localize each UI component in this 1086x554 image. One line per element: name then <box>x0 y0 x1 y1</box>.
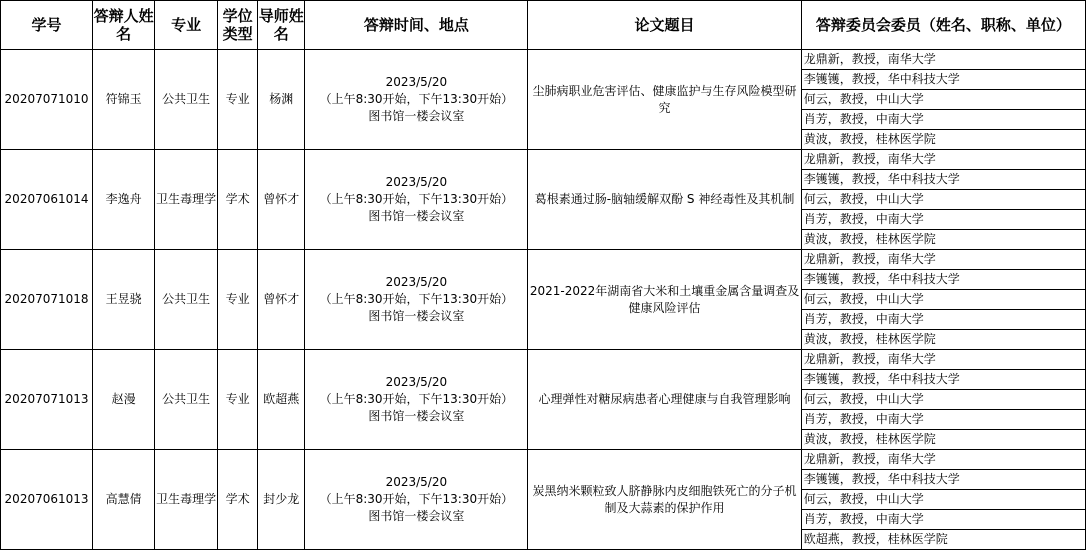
student-id-cell: 20207061013 <box>1 450 93 550</box>
defense-time: （上午8:30开始，下午13:30开始） <box>319 492 514 506</box>
defense-place: 图书馆一楼会议室 <box>368 109 465 123</box>
thesis-title-cell: 2021-2022年湖南省大米和土壤重金属含量调查及健康风险评估 <box>528 250 801 350</box>
committee-member-cell: 肖芳，教授，中南大学 <box>801 210 1085 230</box>
defense-time: （上午8:30开始，下午13:30开始） <box>319 92 514 106</box>
student-id-cell: 20207061014 <box>1 150 93 250</box>
committee-member-cell: 李镬镬，教授，华中科技大学 <box>801 470 1085 490</box>
advisor-name-cell: 曾怀才 <box>258 150 305 250</box>
header-row <box>1 1 1086 50</box>
major-cell: 卫生毒理学 <box>155 450 218 550</box>
committee-member-cell: 黄波，教授，桂林医学院 <box>801 230 1085 250</box>
committee-member-cell: 欧超燕，教授，桂林医学院 <box>801 530 1085 550</box>
header-thesis-title: 论文题目 <box>528 1 801 50</box>
committee-member-cell: 肖芳，教授，中南大学 <box>801 510 1085 530</box>
committee-member-cell: 龙鼎新，教授，南华大学 <box>801 150 1085 170</box>
defense-place: 图书馆一楼会议室 <box>368 209 465 223</box>
committee-member-cell: 龙鼎新，教授，南华大学 <box>801 450 1085 470</box>
thesis-title-cell: 葛根素通过肠-脑轴缓解双酚 S 神经毒性及其机制 <box>528 150 801 250</box>
committee-member-cell: 何云，教授，中山大学 <box>801 290 1085 310</box>
time-place-cell <box>305 350 528 450</box>
defense-time: （上午8:30开始，下午13:30开始） <box>319 392 514 406</box>
time-place-cell <box>305 50 528 150</box>
degree-type-cell: 专业 <box>218 50 258 150</box>
committee-member-cell: 肖芳，教授，中南大学 <box>801 110 1085 130</box>
thesis-title-cell: 尘肺病职业危害评估、健康监护与生存风险模型研究 <box>528 50 801 150</box>
defender-name-cell: 李逸舟 <box>93 150 155 250</box>
thesis-title-cell: 炭黑纳米颗粒致人脐静脉内皮细胞铁死亡的分子机制及大蒜素的保护作用 <box>528 450 801 550</box>
committee-member-cell: 黄波，教授，桂林医学院 <box>801 130 1085 150</box>
committee-member-cell: 李镬镬，教授，华中科技大学 <box>801 370 1085 390</box>
degree-type-cell: 专业 <box>218 350 258 450</box>
advisor-name-cell: 杨渊 <box>258 50 305 150</box>
defense-date: 2023/5/20 <box>385 275 448 289</box>
header-committee: 答辩委员会委员（姓名、职称、单位） <box>801 1 1085 50</box>
time-place-cell <box>305 450 528 550</box>
header-time-place: 答辩时间、地点 <box>305 1 528 50</box>
committee-member-cell: 李镬镬，教授，华中科技大学 <box>801 170 1085 190</box>
defense-place: 图书馆一楼会议室 <box>368 309 465 323</box>
student-id-cell: 20207071010 <box>1 50 93 150</box>
header-defender-name: 答辩人姓名 <box>93 1 155 50</box>
advisor-name-cell: 曾怀才 <box>258 250 305 350</box>
committee-member-cell: 肖芳，教授，中南大学 <box>801 410 1085 430</box>
advisor-name-cell: 封少龙 <box>258 450 305 550</box>
table-row <box>1 250 1086 270</box>
table-row <box>1 50 1086 70</box>
defense-time: （上午8:30开始，下午13:30开始） <box>319 192 514 206</box>
defense-date: 2023/5/20 <box>385 375 448 389</box>
header-degree-type: 学位类型 <box>218 1 258 50</box>
committee-member-cell: 龙鼎新，教授，南华大学 <box>801 250 1085 270</box>
committee-member-cell: 何云，教授，中山大学 <box>801 90 1085 110</box>
defender-name-cell: 符锦玉 <box>93 50 155 150</box>
defender-name-cell: 赵漫 <box>93 350 155 450</box>
committee-member-cell: 龙鼎新，教授，南华大学 <box>801 50 1085 70</box>
table-row <box>1 150 1086 170</box>
defender-name-cell: 高慧倩 <box>93 450 155 550</box>
committee-member-cell: 李镬镬，教授，华中科技大学 <box>801 70 1085 90</box>
committee-member-cell: 何云，教授，中山大学 <box>801 390 1085 410</box>
table-body <box>1 50 1086 550</box>
advisor-name-cell: 欧超燕 <box>258 350 305 450</box>
committee-member-cell: 何云，教授，中山大学 <box>801 490 1085 510</box>
committee-member-cell: 黄波，教授，桂林医学院 <box>801 430 1085 450</box>
degree-type-cell: 学术 <box>218 450 258 550</box>
header-student-id: 学号 <box>1 1 93 50</box>
header-major: 专业 <box>155 1 218 50</box>
major-cell: 公共卫生 <box>155 50 218 150</box>
table-row <box>1 450 1086 470</box>
defense-date: 2023/5/20 <box>385 475 448 489</box>
thesis-title-cell: 心理弹性对糖尿病患者心理健康与自我管理影响 <box>528 350 801 450</box>
student-id-cell: 20207071018 <box>1 250 93 350</box>
time-place-cell <box>305 250 528 350</box>
student-id-cell: 20207071013 <box>1 350 93 450</box>
major-cell: 公共卫生 <box>155 350 218 450</box>
defender-name-cell: 王昱骁 <box>93 250 155 350</box>
committee-member-cell: 黄波，教授，桂林医学院 <box>801 330 1085 350</box>
defense-date: 2023/5/20 <box>385 75 448 89</box>
table-row <box>1 350 1086 370</box>
committee-member-cell: 李镬镬，教授，华中科技大学 <box>801 270 1085 290</box>
committee-member-cell: 肖芳，教授，中南大学 <box>801 310 1085 330</box>
defense-place: 图书馆一楼会议室 <box>368 409 465 423</box>
major-cell: 公共卫生 <box>155 250 218 350</box>
defense-place: 图书馆一楼会议室 <box>368 509 465 523</box>
defense-time: （上午8:30开始，下午13:30开始） <box>319 292 514 306</box>
time-place-cell <box>305 150 528 250</box>
defense-date: 2023/5/20 <box>385 175 448 189</box>
committee-member-cell: 何云，教授，中山大学 <box>801 190 1085 210</box>
degree-type-cell: 学术 <box>218 150 258 250</box>
major-cell: 卫生毒理学 <box>155 150 218 250</box>
committee-member-cell: 龙鼎新，教授，南华大学 <box>801 350 1085 370</box>
degree-type-cell: 专业 <box>218 250 258 350</box>
header-advisor-name: 导师姓名 <box>258 1 305 50</box>
